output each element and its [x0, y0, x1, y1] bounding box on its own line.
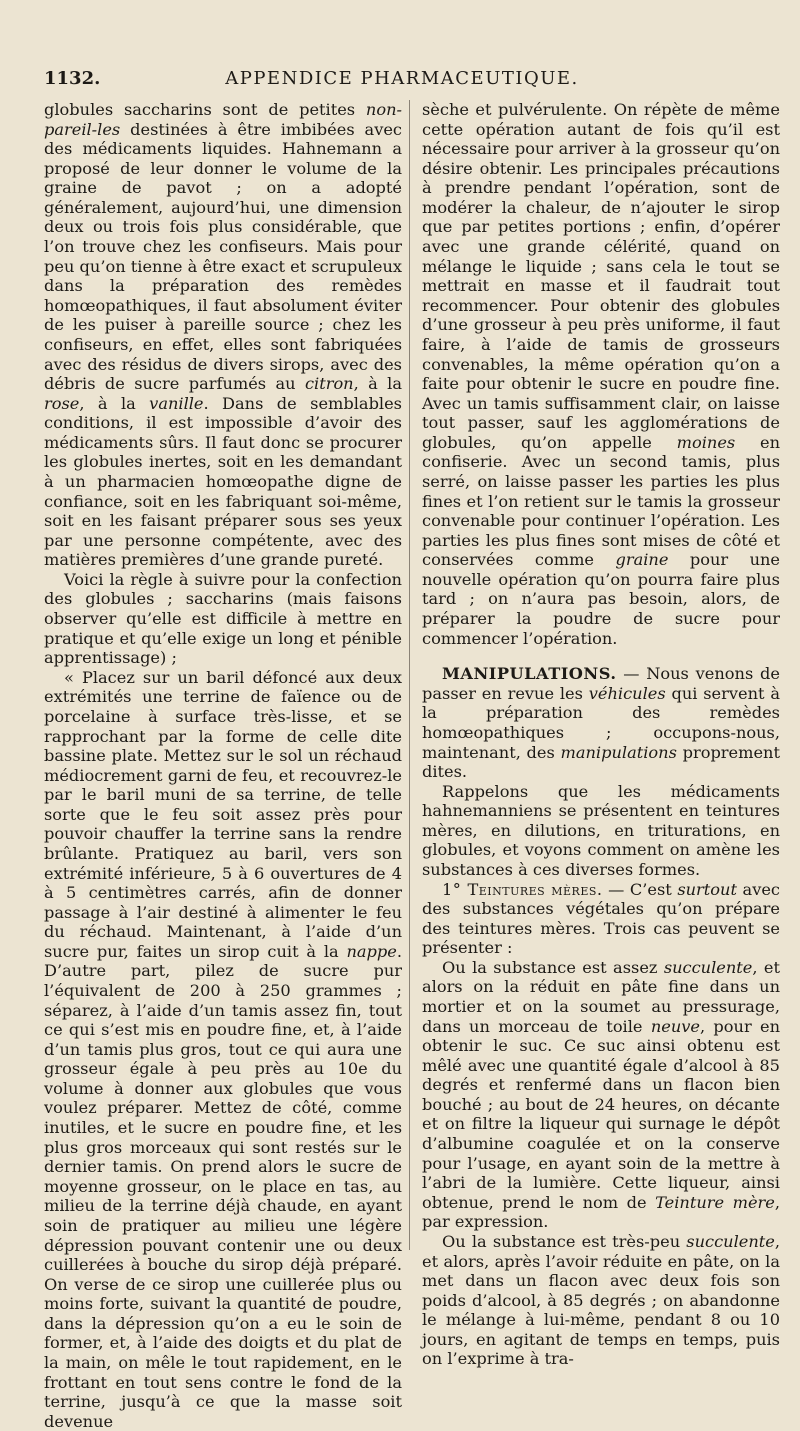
paragraph-method-quote: « Placez sur un baril défoncé aux deux extrémités une terrine de faïence ou de porcelaine à surface très-lisse, et se rapprochant par la forme de celle dite bassine plate. Mettez sur le sol un réchaud médiocrement garni de feu, et recouvrez-le par le baril muni de sa terrine, de telle sorte que le feu soit assez près pour pouvoir chauffer la terrine sans la rendre brûlante. Pratiquez au baril, vers son extrémité inférieure, 5 à 6 ouvertures de 4 à 5 centimètres carrés, afin de donner passage à l’air destiné à alimenter le feu du réchaud. Maintenant, à l’aide d’un sucre pur, faites un sirop cuit à la nappe. D’autre part, pilez de sucre pur l’équivalent de 200 à 250 grammes ; séparez, à l’aide d’un tamis assez fin, tout ce qui s’est mis en poudre fine, et, à l’aide d’un tamis plus gros, tout ce qui aura une grosseur égale à peu près au 10e du volume à donner aux globules que vous voulez préparer. Mettez de côté, comme inutiles, et le sucre en poudre fine, et les plus gros morceaux qui sont restés sur le dernier tamis. On prend alors le sucre de moyenne grosseur, on le place en tas, au milieu de la terrine déjà chaude, en ayant soin de pratiquer au milieu une légère dépression pouvant contenir une ou deux cuillerées à bouche du sirop déjà préparé. On verse de ce sirop une cuillerée plus ou moins forte, suivant la quantité de poudre, dans la dépression qu’on a eu le soin de former, et, à l’aide des doigts et du plat de la main, on mêle le tout rapidement, en le frottant en tout sens contre le fond de la terrine, jusqu’à ce que la masse soit devenue	[44, 667, 402, 1431]
page-number: 1132.	[44, 68, 101, 89]
left-column	[44, 100, 402, 1431]
paragraph-manipulations: MANIPULATIONS. — Nous venons de passer en revue les véhicules qui servent à la préparation des remèdes homœopathiques ; occupons-nous, maintenant, des manipulations proprement dites.	[422, 664, 780, 782]
page-header	[44, 68, 760, 94]
right-column	[422, 100, 780, 1369]
paragraph-rule-intro: Voici la règle à suivre pour la confection des globules ; saccharins (mais faisons observer qu’elle est difficile à mettre en pratique et qu’elle exige un long et pénible apprentissage) ;	[44, 569, 402, 668]
running-title: APPENDICE PHARMACEUTIQUE.	[225, 68, 579, 89]
subheading-teintures-meres: 1° Teintures mères.	[442, 879, 603, 899]
paragraph-low-succulent-case: Ou la substance est très-peu succulente, et alors, après l’avoir réduite en pâte, on la met dans un flacon avec deux fois son poids d’alcool, à 85 degrés ; on abandonne le mélange à lui-même, pendant 8 ou 10 jours, en agitant de temps en temps, puis on l’exprime à tra-	[422, 1231, 780, 1369]
paragraph-globules-intro: globules saccharins sont de petites non-pareil-les destinées à être imbibées avec des médicaments liquides. Hahnemann a proposé de leur donner le volume de la graine de pavot ; on a adopté généralement, aujourd’hui, une dimension deux ou trois fois plus considérable, que l’on trouve chez les confiseurs. Mais pour peu qu’on tienne à être exact et scrupuleux dans la préparation des remèdes homœopathiques, il faut absolument éviter de les puiser à pareille source ; chez les confiseurs, en effet, elles sont fabriquées avec des résidus de divers sirops, avec des débris de sucre parfumés au citron, à la rose, à la vanille. Dans de semblables conditions, il est impossible d’avoir des médicaments sûrs. Il faut donc se procurer les globules inertes, soit en les demandant à un pharmacien homœopathe digne de confiance, soit en les fabriquant soi-même, soit en les faisant préparer sous ses yeux par une personne compétente, avec des matières premières d’une grande pureté.	[44, 100, 403, 570]
paragraph-teintures-meres: 1° Teintures mères. — C’est surtout avec des substances végétales qu’on prépare des teintures mères. Trois cas peuvent se présenter :	[422, 879, 780, 958]
paragraph-method-continued: sèche et pulvérulente. On répète de même cette opération autant de fois qu’il est nécessaire pour arriver à la grosseur qu’on désire obtenir. Les principales précautions à prendre pendant l’opération, sont de modérer la chaleur, de n’ajouter le sirop que par petites portions ; enfin, d’opérer avec une grande célérité, quand on mélange le liquide ; sans cela le tout se mettrait en masse et il faudrait tout recommencer. Pour obtenir des globules d’une grosseur à peu près uniforme, il faut faire, à l’aide de tamis de grosseurs convenables, la même opération qu’on a faite pour obtenir le sucre en poudre fine. Avec un tamis suffisamment clair, on laisse tout passer, sauf les agglomérations de globules, qu’on appelle moines en confiserie. Avec un second tamis, plus serré, on laisse passer les parties les plus fines et l’on retient sur le tamis la grosseur convenable pour continuer l’opération. Les parties les plus fines sont mises de côté et conservées comme graine pour une nouvelle opération qu’on pourra faire plus tard ; on n’aura pas besoin, alors, de préparer la poudre de sucre pour commencer l’opération.	[422, 100, 781, 648]
paragraph-succulent-case: Ou la substance est assez succulente, et alors on la réduit en pâte fine dans un mortier et on la soumet au pressurage, dans un morceau de toile neuve, pour en obtenir le suc. Ce suc ainsi obtenu est mêlé avec une quantité égale d’alcool à 85 degrés et renfermé dans un flacon bien bouché ; au bout de 24 heures, on décante et on filtre la liqueur qui surnage le dépôt d’albumine coagulée et on la conserve pour l’usage, en ayant soin de la mettre à l’abri de la lumière. Cette liqueur, ainsi obtenue, prend le nom de Teinture mère, par expression.	[422, 957, 780, 1232]
paragraph-forms: Rappelons que les médicaments hahnemanniens se présentent en teintures mères, en dilutions, en triturations, en globules, et voyons comment on amène les substances à ces diverses formes.	[422, 781, 780, 879]
section-gap	[422, 648, 780, 664]
column-divider	[409, 100, 410, 1250]
section-heading-manipulations: MANIPULATIONS.	[442, 664, 617, 684]
